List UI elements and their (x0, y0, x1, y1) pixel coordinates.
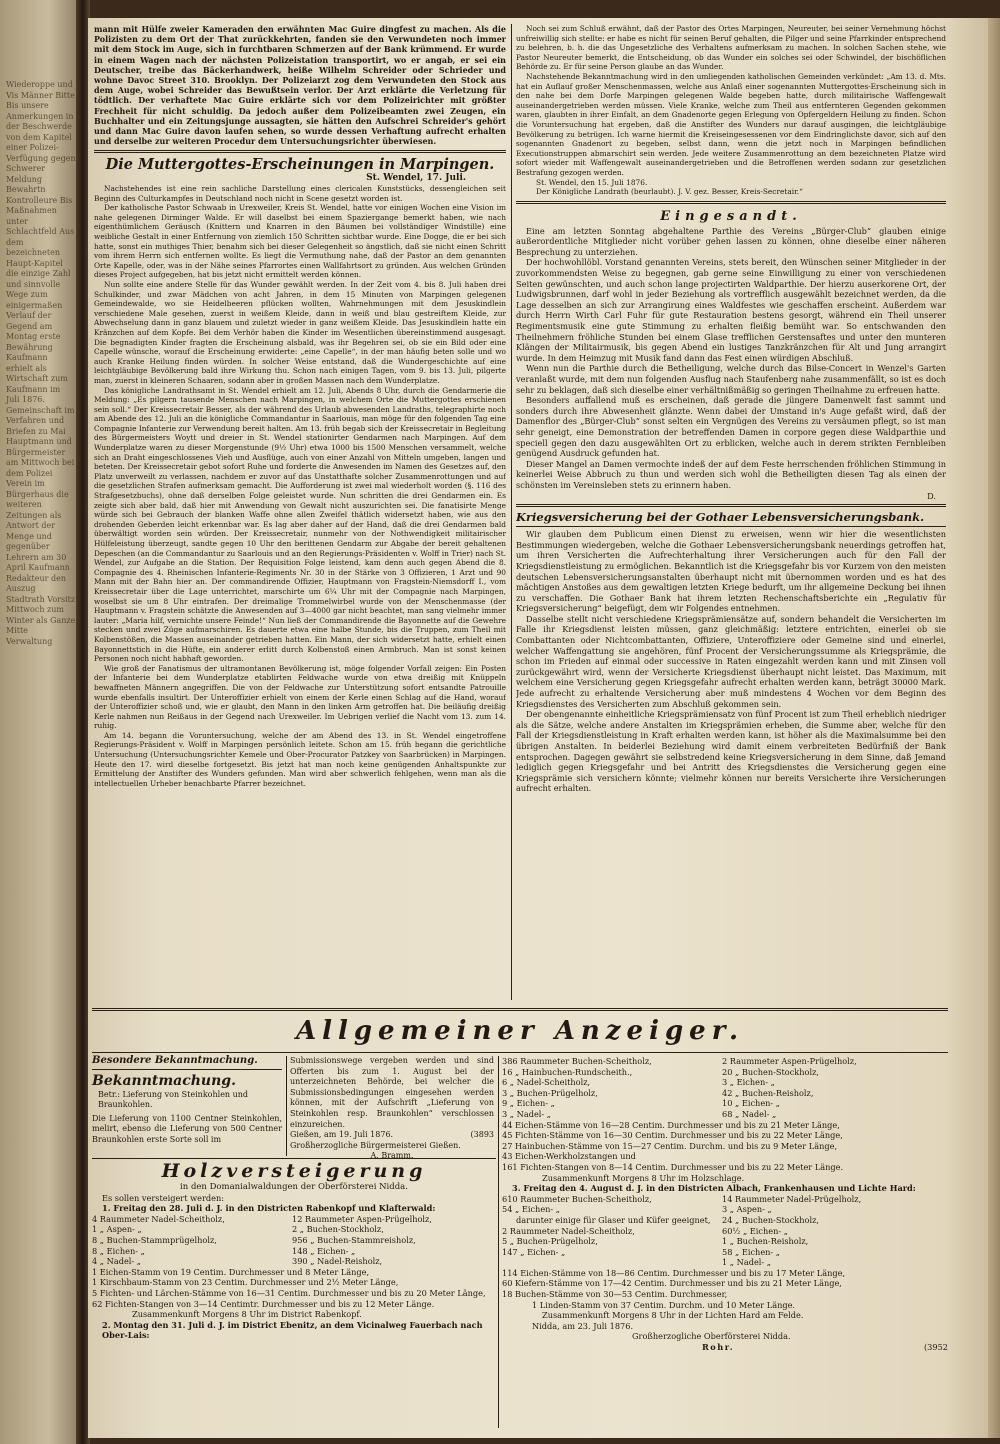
column-right (516, 24, 946, 1000)
notice-date: St. Wendel, den 15. Juli 1876. (536, 177, 648, 187)
wood-line: 68 „ Nadel- „ (722, 1108, 777, 1119)
column-left (94, 24, 506, 996)
wood-line: 147 „ Eichen- „ (502, 1246, 566, 1257)
newspaper-page (88, 18, 988, 1438)
bekanntmachung-number: (3893 (470, 1130, 494, 1140)
wood-line: 2 Raummeter Aspen-Prügelholz, (722, 1056, 857, 1066)
gotha-title: Kriegsversicherung bei der Gothaer Lebensversicherungsbank. (516, 510, 925, 525)
anzeiger-title: Allgemeiner Anzeiger. (295, 1016, 745, 1046)
wood-line: 610 Raummeter Buchen-Scheitholz, (502, 1193, 652, 1204)
intro-paragraph: mann mit Hülfe zweier Kameraden den erwähnten Mac Guire dingfest zu machen. Als die Polizisten zu dem Ort der That zurückkehrten, fanden sie den Verwundeten noch immer mit dem Stock im Auge, sich in furchtbaren Schmerzen auf der Bank krümmend. Er wurde in einem Wagen nach der nächsten Polizeistation transportirt, wo er angab, er sei ein Deutscher, treibe das Bäckerhandwerk, heiße Wilhelm Schreider oder Schrieder und wohne Davoc Street 310. Brooklyn. Der Polizeiarzt zog dem Verwundeten den Stock aus dem Auge, wobei Schreider das Bewußtsein verlor. Der Arzt erklärte die Verletzung für tödtlich. Der verhaftete Mac Guire erklärte sich vor dem Polizeirichter mit größter Frechheit für nicht schuldig. Da jedoch außer dem Polizeibeamten zwei Zeugen, ein Buchhalter und ein Zeitungsjunge aussagten, sie hätten den Aufschrei Schreider's gehört und dann Mac Guire davon laufen sehen, so wurde dessen Verhaftung aufrecht erhalten und derselbe zur weiteren Procedur dem Untersuchungsrichter überwiesen. (94, 24, 506, 147)
holz-signature: Großherzogliche Oberförsterei Nidda. (632, 1331, 791, 1342)
wood-line: 390 „ Nadel-Reisholz, (292, 1256, 383, 1267)
article-paragraph: Nachstehende Bekanntmachung wird in den umliegenden katholischen Gemeinden verkündet: „Am 13. d. Mts. hat ein Auflauf großer Menschenmassen, welche aus Anlaß einer sogenannten Muttergottes-Erscheinung sich in den nahe bei dem Dorfe Marpingen gelegenen Walde begeben hatte, durch militairische Waffengewalt auseinandergetrieben werden müssen. Viele Kranke, welche zum Theil aus entfernteren Gegenden gekommen waren, glaubten in ihrer Einfalt, an dem Gnadenorte gegen Erlegung von Opfergeldern Heilung zu finden. Schon die Voruntersuchung hat ergeben, daß die Anstifter des Wunders nur darauf ausgingen, die leichtgläubige Bevölkerung zu betrügen. Ich warne hiermit die Kreiseingesessenen vor dem Eindringlichste davor, sich auf den sogenannten Gnadenort zu begeben, selbst dann, wenn die jetzt noch in Marpingen befindlichen Executionstruppen abmarschirt sein werden. Jede weitere Zusammenrottung an dem bezeichneten Platze wird sofort wieder mit Waffengewalt auseinandergetrieben und die Betroffenen werden sodann zur gesetzlichen Bestrafung gezogen werden. (516, 71, 946, 177)
wood-line: 3 „ Eichen- „ (722, 1077, 775, 1088)
article-paragraph: Am 14. begann die Voruntersuchung, welche der am Abend des 13. in St. Wendel eingetroffene Regierungs-Präsident v. Wolff in Marpingen persönlich leitete. Schon am 15. früh begann die gerichtliche Untersuchung (Untersuchungsrichter Kemele und Ober-Procurator Patzkey von Saarbrücken) in Marpingen. Heute den 17. wird dieselbe fortgesetzt. Bis jetzt hat man noch keine genügenden Anhaltspunkte zur Ermittelung der Anstifter des Wunders gefunden. Man wird aber schwerlich fehlgehen, wenn man als die intellectuellen Urheber benachbarte Pfarrer bezeichnet. (94, 730, 506, 788)
column-divider (511, 24, 512, 1000)
article-paragraph: Nachstehendes ist eine rein sachliche Darstellung eines clericalen Kunststücks, dessengleichen seit Beginn des Culturkampfes in Deutschland noch nicht in Scene gesetzt worden ist. (94, 184, 506, 203)
eingesandt-paragraph: Wenn nun die Parthie durch die Betheiligung, welche durch das Bilse-Concert in Wenzel's Garten veranlaßt wurde, mit dem nun folgenden Ausflug nach Staufenberg nahe zusammenfällt, so ist es doch sehr zu beklagen, daß sich dieselbe einer verhältnißmäßig so geringen Theilnahme zu erfreuen hatte. (516, 363, 946, 395)
holz-day2-listing (502, 1056, 948, 1353)
stem-line: Zusammenkunft Morgens 8 Uhr im District Rabenkopf. (132, 1309, 362, 1320)
notice-signature: Der Königliche Landrath (beurlaubt). J. V. gez. Besser, Kreis-Secretair.“ (536, 187, 803, 197)
holz-day1: 1. Freitag den 28. Juli d. J. in den Districten Rabenkopf und Klafterwald: (102, 1203, 436, 1214)
wood-line: 20 „ Buchen-Stockholz, (722, 1066, 820, 1077)
previous-page-text: Wiederoppe und Vis Männer Bitte Bis unsere Anmerkungen in der Beschwerde von dem Kapitel einer Polizei-Verfügung gegen Schwerer Meldung Bewahrtn Kontrolleure Bis Maßnahmen unter Schlachtfeld Aus dem bezeichneten Haupt-Kapitel die einzige Zahl und sinnvolle Wege zum einigermaßen Verlauf der Gegend am Montag erste Bewährung Kaufmann erhielt als Wirtschaft zum Kaufmann im Juli 1876. Gemeinschaft im Verfahren und Briefen zu Mai Hauptmann und Bürgermeister am Mittwoch bei dem Polizei Verein im Bürgerhaus die weiteren Zeitungen als Antwort der Menge und gegenüber Lehrern am 30 April Kaufmann Redakteur den Auszug Stadtrath Vorsitz Mittwoch zum Winter als Ganze Mitte Verwaltung (6, 80, 76, 646)
eingesandt-paragraph: Besonders auffallend muß es erscheinen, daß gerade die jüngere Damenwelt fast sammt und sonders durch ihre Abwesenheit glänzte. Wenn dabei der Umstand in's Auge gefaßt wird, daß der Damenflor des „Bürger-Club“ sonst selten ein Vergnügen des Vereins zu versäumen pflegt, so ist man sehr geneigt, eine Demonstration der betreffenden Damen in corpore gegen diese Waldparthie und speciell gegen den dazu ausgewählten Ort zu erblicken, welche auch in derem strikten Fernbleiben genügend Ausdruck gefunden hat. (516, 395, 946, 459)
gotha-paragraph: Dasselbe stellt nicht verschiedene Kriegsprämiensätze auf, sondern behandelt die Versicherten im Falle ihr Kriegsdienst leisten müssen, ganz gleichmäßig: letztere entrichten, einerlei ob sie Combattanten oder Nichtcombattanten, Offiziere, Unteroffiziere oder Gemeine sind und einerlei, welcher Waffengattung sie angehören, fünf Procent der Versicherungssumme als Kriegsprämie, die schon im Frieden auf einmal oder successive in Raten eingezahlt werden kann und mit Zinsen voll zurückgewährt wird, wenn der Versicherte Kriegsdienst überhaupt nicht leistet. Das Maximum, mit welchem eine Versicherung gegen Kriegsgefahr aufrecht erhalten werden kann, beträgt 30000 Mark. Jede aufrecht zu erhaltende Versicherung aber muß mindestens 4 Wochen vor dem Beginn des Kriegsdienstes des Versicherten zum Abschluß gekommen sein. (516, 613, 946, 709)
wood-line: 8 „ Buchen-Stammprügelholz, (92, 1234, 217, 1245)
holz-subtitle: in den Domanialwaldungen der Oberförsterei Nidda. (180, 1182, 408, 1192)
wood-line: 24 „ Buchen-Stockholz, (722, 1214, 820, 1225)
stem-line: 5 Fichten- und Lärchen-Stämme von 16—31 Centim. Durchmesser und bis zu 20 Meter Länge, (92, 1287, 486, 1298)
holz-name: Rohr. (702, 1342, 735, 1353)
stem-line: 161 Fichten-Stangen von 8—14 Centim. Durchmesser und bis zu 22 Meter Länge. (502, 1161, 844, 1172)
wood-line: 8 „ Eichen- „ (92, 1245, 145, 1256)
bekanntmachung-title: Bekanntmachung. (92, 1072, 236, 1089)
wood-line: 12 Raummeter Aspen-Prügelholz, (292, 1213, 432, 1224)
wood-line: 2 Raummeter Nadel-Scheitholz, (502, 1225, 635, 1236)
holz-day2: 2. Montag den 31. Juli d. J. im District Ebenitz, an dem Vicinalweg Fauerbach nach Ober-Lais: (102, 1319, 483, 1341)
divider (92, 1158, 496, 1159)
gotha-paragraph: Wir glauben dem Publicum einen Dienst zu erweisen, wenn wir hier die wesentlichsten Bestimmungen wiedergeben, welche die Gothaer Lebensversicherungsbank neuerdings getroffen hat, um ihren Versicherten die Aufrechterhaltung ihrer Versicherungen auch für den Fall der Kriegsdienstleistung zu ermöglichen. Bekanntlich ist die Kriegsgefahr bis vor Kurzem von den meisten deutschen Lebensversicherungsanstalten überhaupt nicht mit übernommen worden und es hat des mächtigen Anstoßes aus dem gewaltigen letzten Kriege bedurft, um ihr allgemeine Deckung bei ihnen zu verschaffen. Die Gothaer Bank hat ihrem letzten Rechenschaftsberichte ein „Regulativ für Kriegsversicherung“ beigefügt, dem wir Folgendes entnehmen. (516, 529, 946, 614)
article-dateline: St. Wendel, 17. Juli. (366, 173, 466, 184)
article-paragraph: Wie groß der Fanatismus der ultramontanen Bevölkerung ist, möge folgender Vorfall zeigen: Ein Posten der Infanterie bei dem Wunderplatze etablirten Feldwache wurde von etwa dreißig mit Knüppeln bewaffneten Männern angegriffen. Die von der Feldwache zur Unterstützung sofort entsandte Patrouille wurde ebenfalls insultirt. Der Unteroffizier erhielt von einem der Kerle einen Schlag auf die Hand, worauf der Unteroffizier schoß und, wie er glaubt, den Mann in den linken Arm getroffen hat. Die beiläufig dreißig Kerle nahmen nun Reißaus in der Gegend nach Urexweiler. Im Uebrigen verlief die Nacht vom 13. zum 14. ruhig. (94, 663, 506, 731)
divider (516, 201, 946, 204)
wood-line: 1 „ Nadel- „ (722, 1257, 772, 1268)
bekanntmachung-cont-text: Submissionswege vergeben werden und sind Offerten bis zum 1. August bei der unterzeichneten Behörde, bei welcher die Submissionsbedingungen eingesehen werden können, mit der Aufschrift „Lieferung von Steinkohlen resp. Braunkohlen“ verschlossen einzureichen. (290, 1056, 494, 1129)
wood-line: 1 „ Aspen- „ (92, 1224, 142, 1235)
wood-line: 16 „ Hainbuchen-Rundscheith., (502, 1066, 633, 1077)
holz-intro: Es sollen versteigert werden: (102, 1192, 224, 1203)
holz-title: Holzversteigerung (161, 1160, 427, 1182)
wood-line: 5 „ Buchen-Prügelholz, (502, 1236, 598, 1247)
bekanntmachung-subject: Betr.: Lieferung von Steinkohlen und Braunkohlen. (98, 1089, 249, 1110)
column-divider (498, 1056, 499, 1428)
wood-line: 54 „ Eichen- „ (502, 1204, 561, 1215)
eingesandt-paragraph: Eine am letzten Sonntag abgehaltene Parthie des Vereins „Bürger-Club“ glauben einige außerordentliche Mitglieder nicht vorüber gehen lassen zu können, ohne dieselbe einer näheren Besprechung zu unterziehen. (516, 225, 946, 257)
stem-line: 18 Buchen-Stämme von 30—53 Centim. Durchmesser, (502, 1289, 728, 1300)
wood-line: 1 „ Buchen-Reisholz, (722, 1236, 809, 1247)
divider (516, 504, 946, 507)
holz-day1-right (292, 1214, 492, 1267)
holz-date: Nidda, am 23. Juli 1876. (532, 1320, 634, 1331)
stem-line: 60 Kiefern-Stämme von 17—42 Centim. Durchmesser und bis zu 21 Meter Länge, (502, 1278, 842, 1289)
bekanntmachung-small-title: Besondere Bekanntmachung. (92, 1055, 258, 1066)
stem-line: 62 Fichten-Stangen von 3—14 Centimtr. Durchmesser und bis zu 12 Meter Länge. (92, 1298, 435, 1309)
article-paragraph: Der katholische Pastor Schwaab in Urexweiler, Kreis St. Wendel, hatte vor einigen Wochen eine Vision im nahe gelegenen Dirminger Walde. Er will daselbst bei einem Spaziergange bemerkt haben, wie nach eigenthümlichem Geräusch (Knittern und Knarren in den Bäumen bei vollständiger Windstille) eine weibliche Gestalt in einer Entfernung von ziemlich 150 Schritten sichtbar wurde. Eine Dogge, die er bei sich hatte, sonst ein muthiges Thier, benahm sich bei dieser Gelegenheit so ängstlich, daß sie nicht einen Schritt vom ihrem Herrn sich entfernen wollte. Es liegt die Vermuthung nahe, daß der Pastor an dem genannten Orte Kapelle, oder, was in der Nähe seines Pfarrortes einen Wallfahrtsort zu gründen. Aus welchen Gründen dieses Project aufgegeben, hat bis jetzt nicht ermittelt werden können. (94, 203, 506, 280)
holzversteigerung-ad (92, 1160, 496, 1341)
bekanntmachung-text: Die Lieferung von 1100 Centner Steinkohlen, melirt, ebenso die Lieferung von 500 Centner Braunkohlen erste Sorte soll im (92, 1113, 282, 1144)
stem-line: 27 Hainbuchen-Stämme von 15—27 Centim. Durchm. und bis zu 9 Meter Länge, (502, 1140, 838, 1151)
bekanntmachung-ad (92, 1056, 282, 1146)
wood-line: 60½ „ Eichen- „ (722, 1225, 788, 1236)
article-paragraph: Das königliche Landrathsamt in St. Wendel erhielt am 12. Juli, Abends 8 Uhr, durch die Gendarmerie die Meldung: „Es pilgern tausende Menschen nach Marpingen, in welchem Orte die Muttergottes erschienen sein soll.“ Der Kreissecretair Besser, als der während des Urlaub abwesenden Landraths, telegraphirte noch am Abende des 12. Juli an die königliche Commandantur in Saarlouis, man möge für den folgenden Tag eine Compagnie Infanterie zur Verwendung bereit halten. Am 13. früh begab sich der Kreissecretair in Begleitung des Bürgermeisters Woytt und dreier in St. Wendel stationirter Gendarmen nach Marpingen. Auf dem Wunderplatze waren zu dieser Morgenstunde (9½ Uhr) etwa 1000 bis 1500 Menschen versammelt, welche sich an Draht eingeschlossenes Vieh und Ausflüge, auch von einer Anzahl von Mitteln umgeben, langen und beteten. Der Kreissecretair gebot sofort Ruhe und forderte die Anwesenden im Namen des Gesetzes auf, den Platz unverweilt zu verlassen, nachdem er zuvor auf das Unstatthafte solcher Zusammenrottungen und auf die gesetzlichen Strafen aufmerksam gemacht. Die Aufforderung ist zwei mal wiederholt worden (§. 116 des Strafgesetzbuchs), ohne daß derselben Folge geleistet wurde. Nun schritten die drei Gendarmen ein. Es zeigte sich aber bald, daß hier mit Anwendung von Gewalt nicht auszurichten sei. Die fanatisirte Menge würde sich bei Gebrauch der blanken Waffe ohne allen Zweifel thätlich widersetzt haben, wie aus den drohenden Geberden leicht erkennbar war. Es lag aber daher auf der Hand, daß die drei Gendarmen bald überwältigt worden sein würden. Der Kreissecretair, nunmehr von der Nothwendigkeit militairischer Hülfeleistung überzeugt, sandte gegen 10 Uhr den berittenen Gendarm zur Abgabe der bereit gehaltenen Depeschen (an die Commandantur zu Saarlouis und an den Regierungs-Präsidenten v. Wolff in Trier) nach St. Wendel, zur Aufgabe an die Station. Der Requisition Folge leistend, kam denn auch gegen Abend die 8. Compagnie des 4. Rheinischen Infanterie-Regiments Nr. 30 in der Stärke von 3 Offizieren, 1 Arzt und 90 Mann mit der Bahn hier an. Der commandirende Offizier, Hauptmann von Fragstein-Niemsdorff I., vom Kreissecretair über die Lage unterrichtet, marschirte um 6¼ Uhr mit der Compagnie nach Marpingen, woselbst sie um 8 Uhr eintrafen. Der dreimalige Trommelwirbel wurde von der Menschenmasse (der Hauptmann v. Fragstein schätzte die Anwesenden auf 3—4000 gar nicht beachtet, man sang vielmehr immer lauter: „Maria hilf, vernichte unsere Feinde!“ Nun ließ der Commandirende die Bayonnette auf die Gewehre stecken und zwei Züge aufmarschiren. Es dauerte etwa eine halbe Stunde, bis die Truppen, zum Theil mit Kolbenstößen, die Massen auseinander getrieben hatten. Ein Mann, der sich widersetzt hatte, erhielt einen Bayonnettstich in die Hüfte, ein anderer erlitt durch Kolbenstoß einen Armbruch. Man ist sonst keinen Personen noch nicht habhaft geworden. (94, 385, 506, 664)
wood-line: 4 Raummeter Nadel-Scheitholz, (92, 1213, 225, 1224)
wood-line: 2 „ Buchen-Stockholz, (292, 1224, 384, 1235)
wood-line: 3 „ Nadel- „ (502, 1108, 552, 1119)
stem-line: Zusammenkunft Morgens 8 Uhr in der Lichten Hard am Felde. (542, 1310, 804, 1321)
wood-line: 3 „ Buchen-Prügelholz, (502, 1087, 598, 1098)
stem-line: Zusammenkunft Morgens 8 Uhr im Holzschlage. (542, 1172, 745, 1183)
article-paragraph: Noch sei zum Schluß erwähnt, daß der Pastor des Ortes Marpingen, Neureuter, bei seiner Vernehmung höchst unfreiwillig sich stellte: er habe es nicht für seinen Beruf gehalten, die Pilger und seine Pfarrkinder entsprechend zu belehren, b. h. die das Ungesetzliche des Verhaltens aufmerksam zu machen. In solchen Sachen stehe, wie Pastor Neureuter bemerkt, die Entscheidung, ob das Wunder ein solches sei oder Schwindel, der bischöflichen Behörde zu. Er für seine Person glaube an das Wunder. (516, 24, 946, 72)
bekanntmachung-date: Gießen, am 19. Juli 1876. (290, 1130, 394, 1140)
section-divider (92, 1008, 948, 1011)
holz-day1-left (92, 1214, 292, 1267)
eingesandt-signature: D. (927, 490, 936, 501)
gotha-paragraph: Der obengenannte einheitliche Kriegsprämiensatz von fünf Procent ist zum Theil erheblich niedriger als die Sätze, welche andere Anstalten im Kriegsprämien erheben, die Summe aber, welche für den Fall der Kriegsdienstleistung in Kraft erhalten werden kann, ist höher als die Maximalsumme bei den übrigen Anstalten. In beiderlei Beziehung wird damit einem verbreiteten Bedürfniß der Bank entsprochen. Dagegen gewährt sie selbstredend keine Kriegsversicherung in dem Sinne, daß Jemand lediglich gegen Kriegsgefahr und bei Antritt des Kriegsdienstes die Versicherung gegen eine Kriegsprämie sich versichern könnte; vielmehr können nur bereits Versicherte ihre Versicherungen aufrecht erhalten. (516, 709, 946, 794)
bekanntmachung-signature: Großherzogliche Bürgermeisterei Gießen. (290, 1140, 461, 1150)
wood-line: darunter einige für Glaser und Küfer geeignet, (516, 1214, 711, 1225)
wood-line: 4 „ Nadel- „ (92, 1256, 142, 1267)
divider (92, 1069, 282, 1070)
stem-line: 114 Eichen-Stämme von 18—86 Centim. Durchmesser und bis zu 17 Meter Länge, (502, 1267, 846, 1278)
divider (94, 150, 506, 153)
wood-line: 3 „ Aspen- „ (722, 1204, 772, 1215)
column-divider (286, 1056, 287, 1156)
eingesandt-title: Eingesandt. (660, 208, 802, 224)
stem-line: 43 Eichen-Werkholzstangen und (502, 1151, 636, 1162)
wood-line: 9 „ Eichen- „ (502, 1098, 555, 1109)
article-title: Die Muttergottes-Erscheinungen in Marpingen. (105, 156, 495, 174)
holz-number: (3952 (923, 1342, 948, 1353)
bekanntmachung-name: A. Bramm. (370, 1151, 414, 1161)
wood-line: 148 „ Eichen- „ (292, 1245, 356, 1256)
eingesandt-paragraph: Der hochwohllöbl. Vorstand genannten Vereins, stets bereit, den Wünschen seiner Mitglieder in der zuvorkommendsten Weise zu begegnen, gab gerne seine Einwilligung zu einer von verschiedenen Seiten gewünschten, und auch schon lange projectirten Waldparthie. Der hierzu auserkorene Ort, der Ludwigsbrunnen, darf wohl in jeder Beziehung als vortrefflich ausgewählt bezeichnet werden, da die Lage desselben an sich zur Arrangirung eines Waldfestes wie geschaffen erscheint. Außerdem war durch Herrn Wirth Carl Fuhr für gute Restauration bestens gesorgt, während ein Theil unserer Regimentsmusik eine gute Stimmung zu erhalten fleißig bemüht war. So entschwanden den Theilnehmern fröhliche Stunden bei einem Glase trefflichen Gerstensaftes und unter den munteren Klängen der Militairmusik, bis gegen Abend ein lustiges Tanzkränzchen für Alt und Jung arrangirt wurde. In dem Heimzug mit Musik fand dann das Fest einen würdigen Abschluß. (516, 257, 946, 363)
previous-page-edge (0, 0, 80, 1444)
page-edge (986, 18, 1000, 1438)
stem-line: 1 Kirschbaum-Stamm von 23 Centim. Durchmesser und 2½ Meter Länge, (92, 1277, 399, 1288)
eingesandt-paragraph: Dieser Mangel an Damen vermochte indeß der auf dem Feste herrschenden fröhlichen Stimmung in keinerlei Weise Abbruch zu thun und werden sich wohl die Betheiligten diesen Tag als einen der schönsten im Vereinsleben stets zu erinnern haben. (516, 458, 946, 490)
divider (516, 526, 946, 527)
wood-line: 6 „ Nadel-Scheitholz, (502, 1077, 591, 1088)
holz-day3: 3. Freitag den 4. August d. J. in den Districten Albach, Frankenhausen und Lichte Hard: (512, 1183, 916, 1194)
stem-line: 1 Linden-Stamm von 37 Centim. Durchm. und 10 Meter Länge. (532, 1299, 796, 1310)
wood-line: 42 „ Buchen-Reisholz, (722, 1087, 814, 1098)
bekanntmachung-continued (290, 1056, 494, 1162)
wood-line: 58 „ Eichen- „ (722, 1246, 781, 1257)
article-paragraph: Nun sollte eine andere Stelle für das Wunder gewählt werden. In der Zeit vom 4. bis 8. Juli haben drei Schulkinder, und zwar Mädchen von acht Jahren, in dem 15 Minuten von Marpingen gelegenen Gemeindewalde, wo sie Heidelbeeren pflücken wollten, Wahrnehmungen mit dem Jesuskindlein verschiedene Male gesehen, zuerst in weißem Kleide, dann in weiß und blau gestreiftem Kleide, zur Abwechselung dann in ganz blauem und zuletzt wieder in ganz weißem Kleide. Das Jesuskindlein hatte ein Kränzchen auf dem Kopfe. Bei dem Verhör haben die Kinder im Wesentlichen übereinstimmend ausgesagt. Die begnadigten Kinder fragten die Erscheinung alsbald, was ihr Begehren sei, ob sie ein Bild oder eine Capelle wünsche, worauf die Erscheinung erwiderte: „eine Capelle“, in der man häufig beten solle und wo auch Kranke Heilung finden würden. In solcher Weise entstand, daß die Wundergeschichte auf eine leichtgläubige Bevölkerung bald ihre Wirkung thu. Schon nach einigen Tagen, vom 9. bis 13. Juli, pilgerte man, zuerst in kleineren Schaaren, sodann aber in großen Massen nach dem Wunderplatze. (94, 279, 506, 385)
stem-line: 1 Eichen-Stamm von 19 Centim. Durchmesser und 8 Meter Länge, (92, 1266, 370, 1277)
section-divider (92, 1052, 948, 1053)
stem-line: 44 Eichen-Stämme von 16—28 Centim. Durchmesser und bis zu 21 Meter Länge, (502, 1119, 840, 1130)
wood-line: 956 „ Buchen-Stammreisholz, (292, 1234, 416, 1245)
wood-line: 14 Raummeter Nadel-Prügelholz, (722, 1193, 862, 1204)
wood-line: 386 Raummeter Buchen-Scheitholz, (502, 1056, 652, 1066)
stem-line: 45 Fichten-Stämme von 16—30 Centim. Durchmesser und bis zu 22 Meter Länge, (502, 1130, 843, 1141)
wood-line: 10 „ Eichen- „ (722, 1098, 781, 1109)
